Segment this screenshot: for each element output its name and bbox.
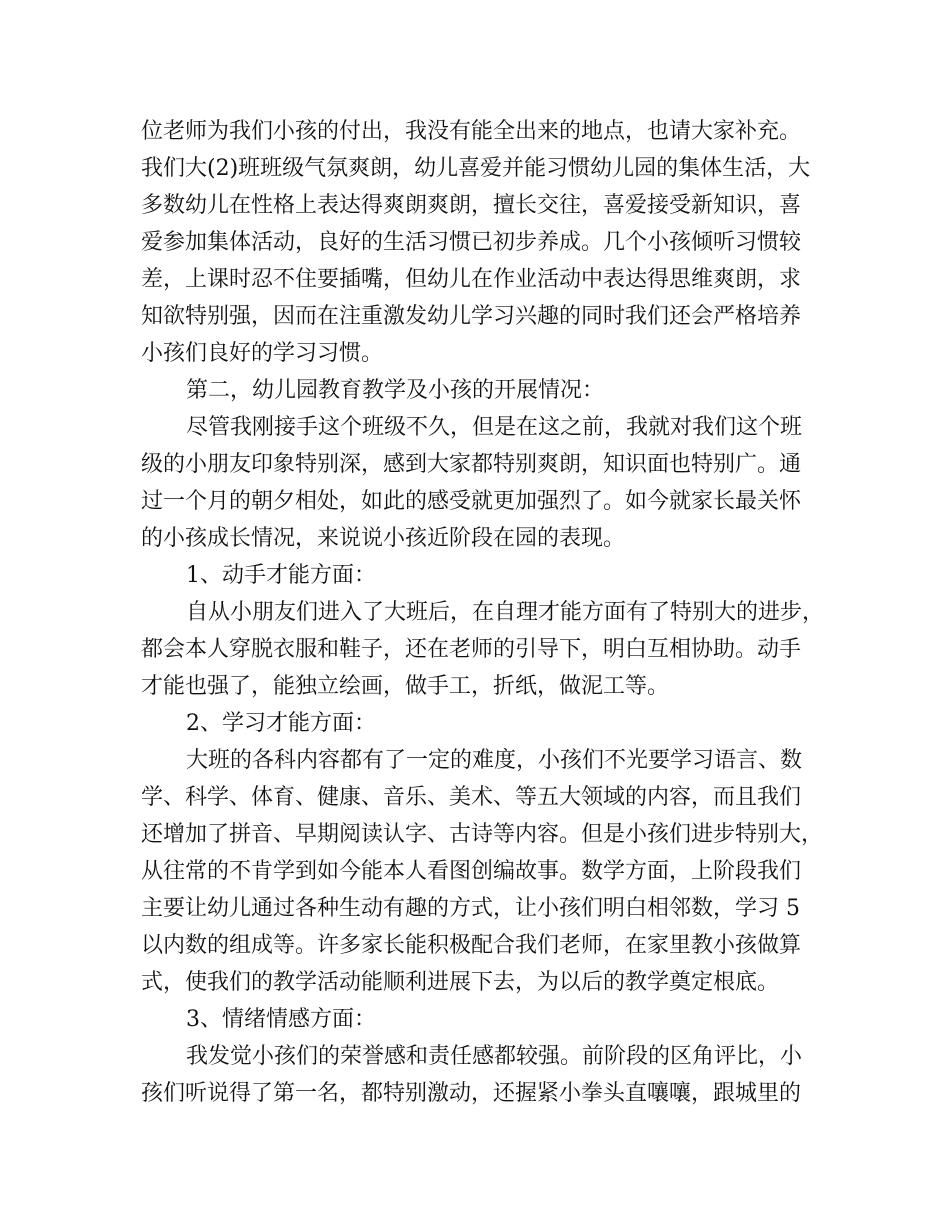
subsection-heading: 1、动手才能方面： xyxy=(186,563,376,588)
text-line: 主要让幼儿通过各种生动有趣的方式，让小孩们明白相邻数，学习 5 xyxy=(141,896,800,921)
text-line: 从往常的不肯学到如今能本人看图创编故事。数学方面，上阶段我们 xyxy=(141,859,802,884)
text-line: 大班的各科内容都有了一定的难度，小孩们不光要学习语言、数 xyxy=(186,748,803,773)
text-line: 多数幼儿在性格上表达得爽朗爽朗，擅长交往，喜爱接受新知识，喜 xyxy=(141,193,802,218)
text-line: 式，使我们的教学活动能顺利进展下去，为以后的教学奠定根底。 xyxy=(141,970,780,995)
text-line: 爱参加集体活动，良好的生活习惯已初步养成。几个小孩倾听习惯较 xyxy=(141,230,802,255)
text-line: 知欲特别强，因而在注重激发幼儿学习兴趣的同时我们还会严格培养 xyxy=(141,304,802,329)
text-line: 的小孩成长情况，来说说小孩近阶段在园的表现。 xyxy=(141,526,626,551)
text-line: 孩们听说得了第一名，都特别激动，还握紧小拳头直嚷嚷，跟城里的 xyxy=(141,1081,802,1106)
subsection-heading: 2、学习才能方面： xyxy=(186,711,376,736)
text-line: 我们大(2)班班级气氛爽朗，幼儿喜爱并能习惯幼儿园的集体生活，大 xyxy=(141,156,811,181)
subsection-heading: 3、情绪情感方面： xyxy=(186,1007,376,1032)
text-line: 位老师为我们小孩的付出，我没有能全出来的地点，也请大家补充。 xyxy=(141,119,802,144)
text-line: 过一个月的朝夕相处，如此的感受就更加强烈了。如今就家长最关怀 xyxy=(141,489,802,514)
text-line: 才能也强了，能独立绘画，做手工，折纸，做泥工等。 xyxy=(141,674,670,699)
text-line: 尽管我刚接手这个班级不久，但是在这之前，我就对我们这个班 xyxy=(186,415,803,440)
text-line: 差，上课时忍不住要插嘴，但幼儿在作业活动中表达得思维爽朗，求 xyxy=(141,267,802,292)
text-line: 我发觉小孩们的荣誉感和责任感都较强。前阶段的区角评比，小 xyxy=(186,1044,803,1069)
text-line: 学、科学、体育、健康、音乐、美术、等五大领域的内容，而且我们 xyxy=(141,785,802,810)
section-heading: 第二，幼儿园教育教学及小孩的开展情况： xyxy=(186,378,605,403)
text-line: 级的小朋友印象特别深，感到大家都特别爽朗，知识面也特别广。通 xyxy=(141,452,802,477)
text-line: 还增加了拼音、早期阅读认字、古诗等内容。但是小孩们进步特别大， xyxy=(141,822,824,847)
text-line: 小孩们良好的学习习惯。 xyxy=(141,341,384,366)
text-line: 以内数的组成等。许多家长能积极配合我们老师，在家里教小孩做算 xyxy=(141,933,802,958)
text-line: 自从小朋友们进入了大班后，在自理才能方面有了特别大的进步， xyxy=(186,600,825,625)
text-line: 都会本人穿脱衣服和鞋子，还在老师的引导下，明白互相协助。动手 xyxy=(141,637,802,662)
